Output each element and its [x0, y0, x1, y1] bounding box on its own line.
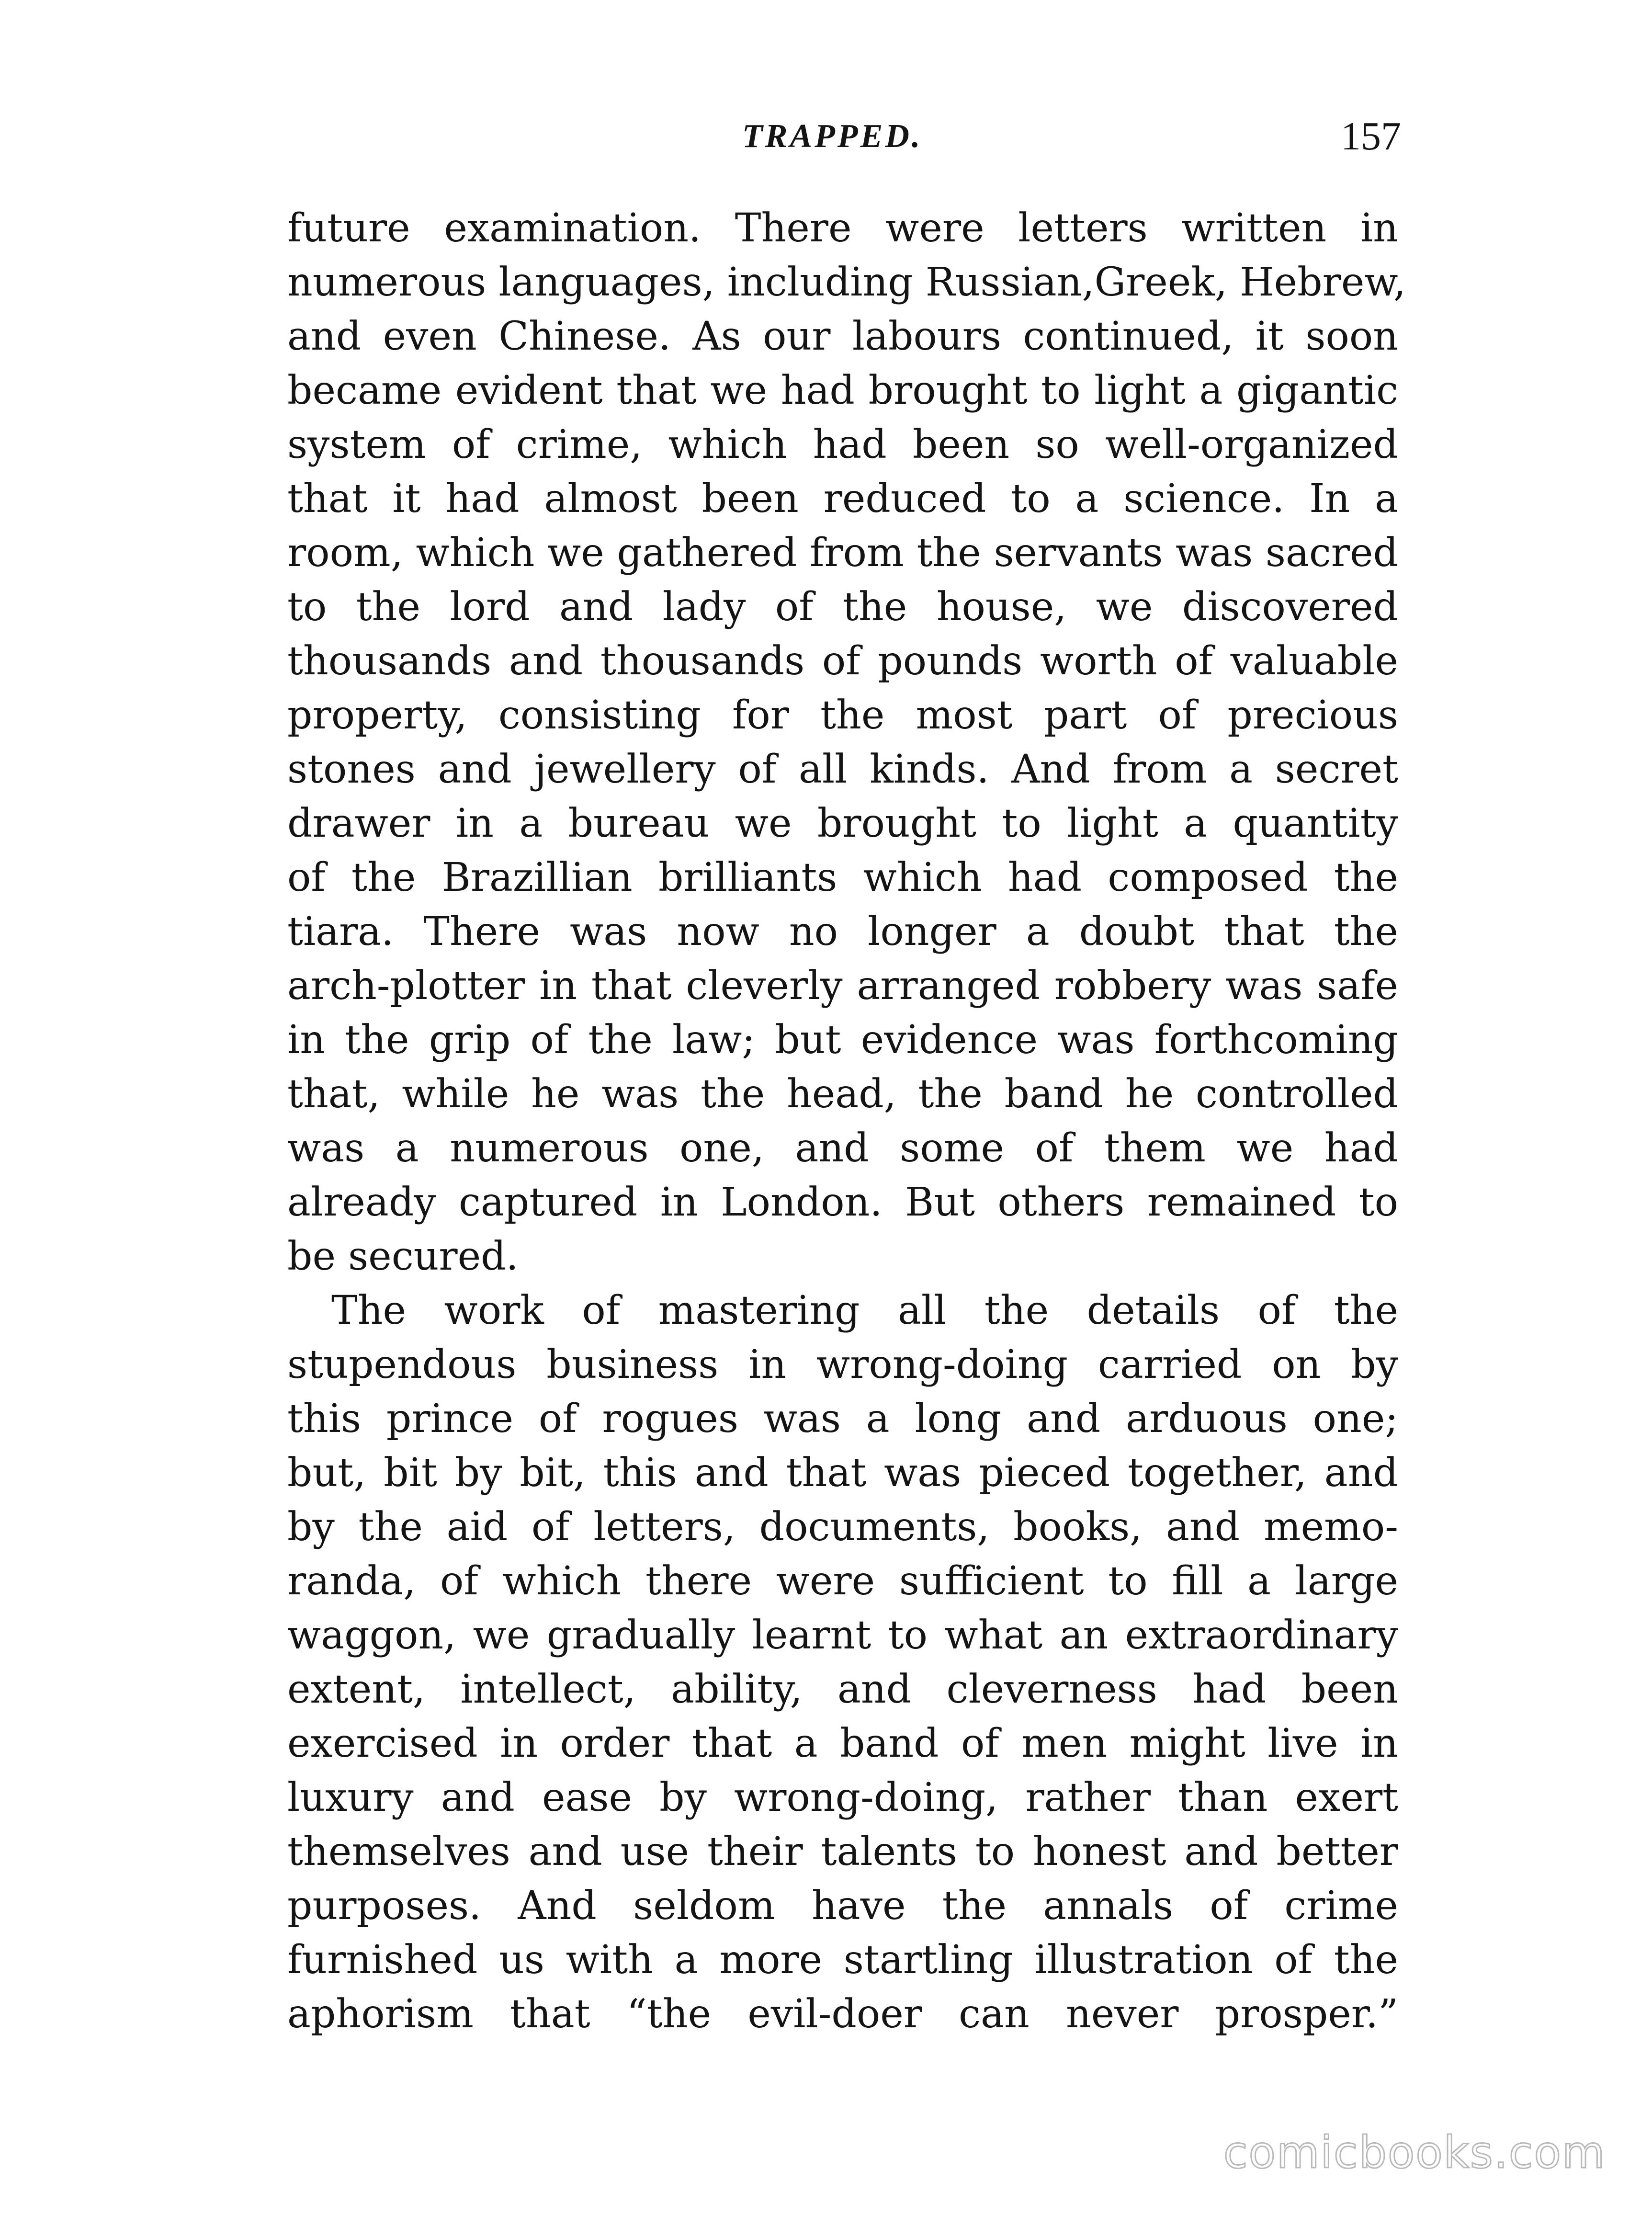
text-line: randa, of which there were sufficient to fill a large: [287, 1558, 1398, 1604]
text-line: drawer in a bureau we brought to light a quantity: [287, 801, 1398, 846]
text-line: waggon, we gradually learnt to what an extraordinary: [287, 1613, 1398, 1658]
text-line: be secured.: [287, 1234, 519, 1279]
running-title: TRAPPED.: [742, 118, 923, 155]
text-line: that it had almost been reduced to a science. In a: [287, 476, 1398, 522]
text-line: this prince of rogues was a long and arduous one;: [287, 1396, 1398, 1442]
text-line: in the grip of the law; but evidence was forthcoming: [287, 1017, 1398, 1063]
text-line: exercised in order that a band of men might live in: [287, 1721, 1398, 1766]
text-line: arch-plotter in that cleverly arranged robbery was safe: [287, 963, 1398, 1009]
text-line: was a numerous one, and some of them we had: [287, 1125, 1398, 1171]
text-line: system of crime, which had been so well-organized: [287, 422, 1398, 467]
text-line: numerous languages, including Russian,Greek, Hebrew,: [287, 260, 1406, 305]
text-line: already captured in London. But others remained to: [287, 1180, 1398, 1225]
text-line: to the lord and lady of the house, we discovered: [287, 584, 1398, 630]
text-line: became evident that we had brought to light a gigantic: [287, 368, 1398, 413]
text-line: furnished us with a more startling illustration of the: [287, 1937, 1398, 1983]
text-line: but, bit by bit, this and that was pieced together, and: [287, 1450, 1398, 1496]
text-line: The work of mastering all the details of the: [331, 1288, 1398, 1333]
text-line: aphorism that “the evil-doer can never prosper.”: [287, 1991, 1398, 2037]
paragraph-2: [287, 1284, 1398, 2041]
text-line: by the aid of letters, documents, books, and memo-: [287, 1504, 1398, 1550]
watermark: comicbooks.com: [1223, 2127, 1606, 2178]
text-line: that, while he was the head, the band he controlled: [287, 1071, 1398, 1117]
text-line: of the Brazillian brilliants which had composed the: [287, 855, 1398, 900]
text-line: extent, intellect, ability, and cleverness had been: [287, 1667, 1398, 1712]
body-text: [287, 201, 1406, 2041]
page-number: 157: [1341, 114, 1401, 159]
text-line: future examination. There were letters written in: [287, 205, 1398, 251]
text-line: thousands and thousands of pounds worth of valuable: [287, 638, 1398, 684]
text-line: themselves and use their talents to honest and better: [287, 1829, 1398, 1875]
text-line: room, which we gathered from the servants was sacred: [287, 530, 1398, 576]
text-line: stones and jewellery of all kinds. And from a secret: [287, 747, 1398, 792]
text-line: stupendous business in wrong-doing carried on by: [287, 1342, 1398, 1387]
text-line: and even Chinese. As our labours continued, it soon: [287, 314, 1398, 359]
text-line: tiara. There was now no longer a doubt that the: [287, 909, 1398, 954]
text-line: property, consisting for the most part of precious: [287, 693, 1398, 738]
text-line: purposes. And seldom have the annals of crime: [287, 1883, 1398, 1929]
text-line: luxury and ease by wrong-doing, rather than exert: [287, 1775, 1398, 1820]
paragraph-1: [287, 201, 1406, 1284]
